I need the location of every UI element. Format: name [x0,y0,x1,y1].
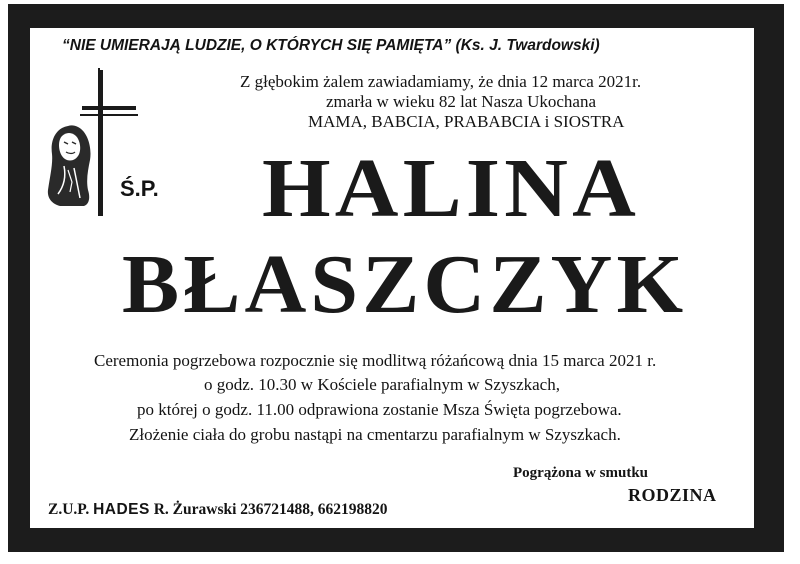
ceremony-line-2: o godz. 10.30 w Kościele parafialnym w Szyszkach, [204,375,560,394]
last-name: BŁASZCZYK [122,238,688,331]
ceremony-line-4: Złożenie ciała do grobu nastąpi na cmentarzu parafialnym w Szyszkach. [129,425,621,444]
mourning-phrase: Pogrążona w smutku [513,465,649,481]
footer-prefix: Z.U.P. [48,501,90,518]
announcement-line-1: Z głębokim żalem zawiadamiamy, że dnia 12 marca 2021r. [240,72,642,91]
funeral-home-brand: HADES [93,501,150,518]
ceremony-line-3: po której o godz. 11.00 odprawiona zostanie Msza Święta pogrzebowa. [137,400,622,419]
funeral-home-footer [48,501,388,519]
announcement-line-3: MAMA, BABCIA, PRABABCIA i SIOSTRA [308,112,625,131]
family-signature: RODZINA [628,485,717,505]
deceased-prefix: Ś.P. [120,176,159,201]
first-name: HALINA [262,142,641,235]
ceremony-line-1: Ceremonia pogrzebowa rozpocznie się modlitwą różańcową dnia 15 marca 2021 r. [94,351,657,370]
announcement-line-2: zmarła w wieku 82 lat Nasza Ukochana [326,92,596,111]
memorial-quote: “NIE UMIERAJĄ LUDZIE, O KTÓRYCH SIĘ PAMIĘTA” (Ks. J. Twardowski) [62,37,600,54]
footer-contact: R. Żurawski 236721488, 662198820 [153,501,388,518]
